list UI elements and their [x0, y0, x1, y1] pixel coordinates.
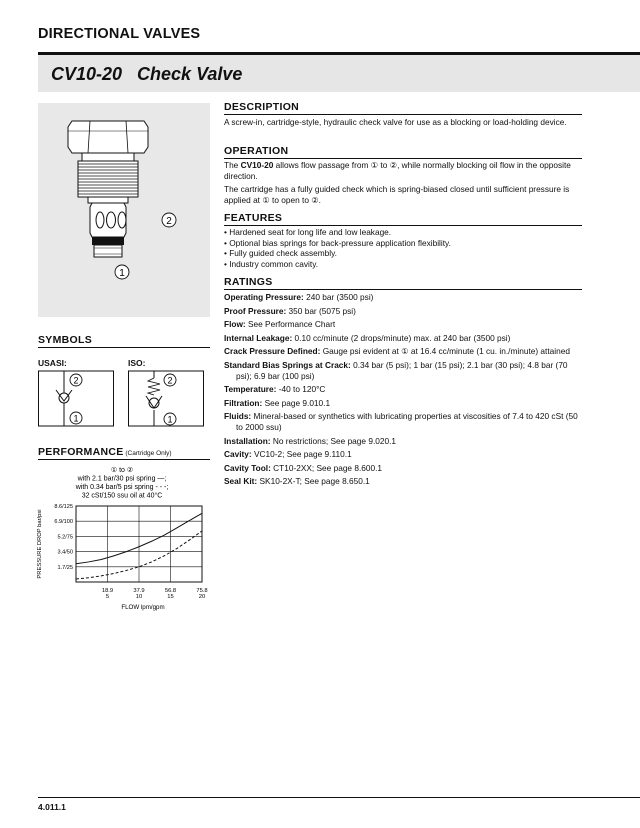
- rating-label: Installation:: [224, 435, 271, 446]
- features-heading: FEATURES: [224, 212, 582, 226]
- rating-label: Standard Bias Springs at Crack:: [224, 359, 351, 370]
- x-tick-lpm: 75.8: [196, 588, 208, 594]
- feature-item: • Optional bias springs for back-pressure application flexibility.: [224, 237, 451, 248]
- usasi-port-2: 2: [73, 375, 79, 386]
- port-2-label: 2: [166, 216, 172, 227]
- operation-paragraph-1: [224, 160, 584, 181]
- rating-value: Gauge psi evident at ① at 16.4 cc/minute (1 cu. in./minute) attained: [320, 346, 570, 357]
- footer-rule: [38, 797, 640, 798]
- rating-label: Proof Pressure:: [224, 305, 287, 316]
- y-tick: 5.2/75: [57, 534, 73, 541]
- rating-label: Temperature:: [224, 384, 277, 395]
- performance-title: PERFORMANCE: [38, 446, 124, 458]
- rating-row: [224, 292, 584, 303]
- x-tick-gpm: 10: [135, 594, 143, 600]
- section-title: DIRECTIONAL VALVES: [38, 26, 201, 42]
- iso-symbol: [128, 370, 204, 430]
- description-text: [224, 117, 584, 131]
- x-tick-gpm: 15: [167, 594, 174, 600]
- description-heading: DESCRIPTION: [224, 101, 582, 115]
- x-tick-lpm: 37.9: [133, 588, 145, 594]
- x-axis-label: FLOW lpm/gpm: [121, 604, 165, 611]
- rating-value: 240 bar (3500 psi): [303, 292, 374, 302]
- y-tick: 1.7/25: [57, 564, 73, 571]
- rating-value: 0.34 bar (5 psi); 1 bar (15 psi); 2.1 bar (30 psi); 4.8 bar (70 psi); 6.9 bar (100 psi): [236, 359, 568, 381]
- rating-value: No restrictions; See page 9.020.1: [270, 435, 397, 446]
- rating-row: [224, 463, 584, 474]
- rating-label: Seal Kit:: [224, 476, 258, 487]
- title-bar: [38, 52, 640, 92]
- x-tick-lpm: 18.9: [101, 588, 114, 594]
- rating-row: [224, 384, 584, 395]
- rating-row: [224, 360, 584, 381]
- chart-title-line: with 0.34 bar/5 psi spring - - -;: [75, 484, 169, 491]
- rating-label: Internal Leakage:: [224, 332, 293, 343]
- rating-value: -40 to 120°C: [276, 384, 326, 395]
- symbols-heading: SYMBOLS: [38, 334, 210, 348]
- chart-title-line: with 2.1 bar/30 psi spring —;: [77, 475, 167, 483]
- y-tick: 3.4/50: [57, 549, 73, 556]
- rating-value: See Performance Chart: [245, 319, 336, 330]
- description-paragraph: A screw-in, cartridge-style, hydraulic check valve for use as a blocking or load-holding device.: [224, 117, 567, 127]
- iso-port-2: 2: [167, 375, 173, 386]
- feature-item: • Hardened seat for long life and low leakage.: [224, 227, 392, 237]
- rating-value: See page 9.010.1: [262, 397, 331, 408]
- rating-value: SK10-2X-T; See page 8.650.1: [257, 476, 370, 487]
- rating-value: VC10-2; See page 9.110.1: [251, 449, 352, 460]
- feature-item: • Industry common cavity.: [224, 258, 319, 269]
- rating-label: Cavity Tool:: [224, 462, 271, 473]
- rating-label: Operating Pressure:: [224, 292, 304, 302]
- performance-subtitle: (Cartridge Only): [123, 450, 172, 457]
- usasi-port-1: 1: [73, 413, 79, 424]
- rating-label: Fluids:: [224, 411, 252, 422]
- y-axis-label: PRESSURE DROP bar/psi: [37, 509, 43, 579]
- performance-chart: [34, 462, 214, 622]
- rating-row: [224, 449, 584, 460]
- rating-row: [224, 346, 584, 357]
- port-1-label: 1: [119, 268, 125, 279]
- operation-p1-prefix: The: [224, 160, 241, 170]
- operation-heading: OPERATION: [224, 145, 582, 159]
- rating-row: [224, 436, 584, 447]
- rating-row: [224, 306, 584, 317]
- rating-label: Crack Pressure Defined:: [224, 346, 321, 357]
- operation-p1-model: CV10-20: [240, 160, 274, 170]
- y-tick: 6.9/100: [54, 519, 73, 526]
- rating-row: [224, 333, 584, 344]
- page-number: 4.011.1: [38, 802, 66, 812]
- rating-label: Flow:: [224, 319, 246, 330]
- x-tick-gpm: 20: [198, 594, 206, 600]
- iso-label: ISO:: [128, 358, 146, 368]
- chart-title-line: 32 cSt/150 ssu oil at 40°C: [81, 492, 163, 500]
- rating-row: [224, 411, 584, 432]
- usasi-label: USASI:: [38, 358, 67, 368]
- x-tick-lpm: 56.8: [164, 588, 177, 594]
- operation-p1-rest: allows flow passage from ① to ②, while normally blocking oil flow in the opposite direction.: [224, 160, 571, 181]
- product-title: CV10-20 Check Valve: [51, 64, 243, 84]
- rating-value: 0.10 cc/minute (2 drops/minute) max. at 240 bar (3500 psi): [292, 332, 511, 343]
- chart-title-line: ① to ②: [110, 467, 134, 474]
- rating-value: Mineral-based or synthetics with lubricating properties at viscosities of 7.4 to 420 cSt (50 to 2000 ssu): [236, 411, 578, 432]
- illustration-panel: [38, 103, 210, 317]
- performance-heading: [38, 446, 210, 460]
- ratings-heading: RATINGS: [224, 276, 582, 290]
- cartridge-illustration: [38, 103, 210, 317]
- rating-row: [224, 398, 584, 409]
- y-tick: 8.6/125: [54, 504, 73, 510]
- iso-port-1: 1: [167, 414, 173, 425]
- features-list: [224, 227, 584, 269]
- rating-row: [224, 476, 584, 487]
- rating-row: [224, 319, 584, 330]
- operation-text: [224, 160, 584, 208]
- feature-item: • Fully guided check assembly.: [224, 248, 337, 259]
- usasi-symbol: [38, 370, 114, 430]
- rating-label: Cavity:: [224, 449, 252, 460]
- ratings-list: [224, 292, 584, 490]
- operation-paragraph-2: The cartridge has a fully guided check which is spring-biased closed until sufficient pressure is applied at ① to open to ②.: [224, 184, 570, 205]
- rating-value: 350 bar (5075 psi): [286, 305, 356, 316]
- rating-label: Filtration:: [224, 397, 263, 408]
- rating-value: CT10-2XX; See page 8.600.1: [270, 462, 383, 473]
- x-tick-gpm: 5: [105, 594, 110, 600]
